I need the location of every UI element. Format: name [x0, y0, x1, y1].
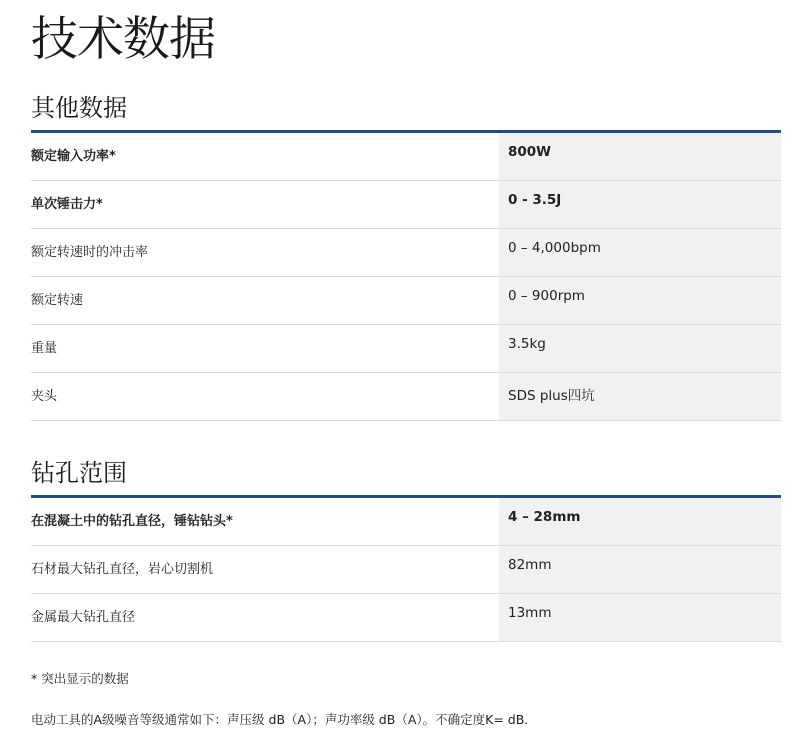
spec-value-cell	[499, 133, 781, 180]
spec-value: 0 – 900rpm	[508, 288, 585, 304]
spec-row-chuck	[31, 373, 781, 421]
spec-label: 金属最大钻孔直径	[31, 610, 136, 625]
section-drilling-range	[31, 457, 781, 642]
spec-value-cell	[499, 229, 781, 276]
spec-value: 82mm	[508, 557, 552, 573]
section-title: 其他数据	[31, 94, 127, 122]
spec-value: 0 - 3.5J	[508, 192, 562, 208]
spec-value: 0 – 4,000bpm	[508, 240, 601, 256]
spec-value-cell	[499, 594, 781, 641]
spec-label: 夹头	[31, 389, 58, 404]
spec-row-rated-input-power	[31, 133, 781, 181]
spec-row-rated-speed	[31, 277, 781, 325]
spec-value-cell	[499, 181, 781, 228]
spec-row-impact-energy	[31, 181, 781, 229]
noise-note: 电动工具的A级噪音等级通常如下：声压级 dB（A）；声功率级 dB（A）。不确定度K= dB.	[31, 712, 529, 727]
section-other-data	[31, 92, 781, 421]
section-title: 钻孔范围	[31, 459, 127, 487]
spec-value-cell	[499, 277, 781, 324]
spec-value-cell	[499, 325, 781, 372]
spec-value: 3.5kg	[508, 336, 546, 352]
spec-row-weight	[31, 325, 781, 373]
spec-label: 重量	[31, 341, 58, 356]
spec-row-concrete-drill-diameter	[31, 498, 781, 546]
spec-value: 800W	[508, 144, 552, 160]
spec-value-cell	[499, 546, 781, 593]
spec-value-cell	[499, 373, 781, 420]
spec-value-cell	[499, 498, 781, 545]
spec-row-impact-rate	[31, 229, 781, 277]
spec-label: 额定输入功率*	[31, 149, 116, 164]
footnote: * 突出显示的数据	[31, 671, 129, 686]
spec-value: 4 – 28mm	[508, 509, 581, 525]
page-title: 技术数据	[31, 12, 215, 67]
spec-row-metal-drill-diameter	[31, 594, 781, 642]
spec-label: 石材最大钻孔直径，岩心切割机	[31, 562, 214, 577]
spec-label: 额定转速	[31, 293, 84, 308]
spec-table	[31, 498, 781, 642]
spec-label: 单次锤击力*	[31, 197, 103, 212]
spec-row-stone-drill-diameter	[31, 546, 781, 594]
spec-label: 额定转速时的冲击率	[31, 245, 149, 260]
spec-label: 在混凝土中的钻孔直径，锤钻钻头*	[31, 514, 233, 529]
spec-table	[31, 133, 781, 421]
spec-value: SDS plus四坑	[508, 388, 595, 404]
spec-value: 13mm	[508, 605, 552, 621]
